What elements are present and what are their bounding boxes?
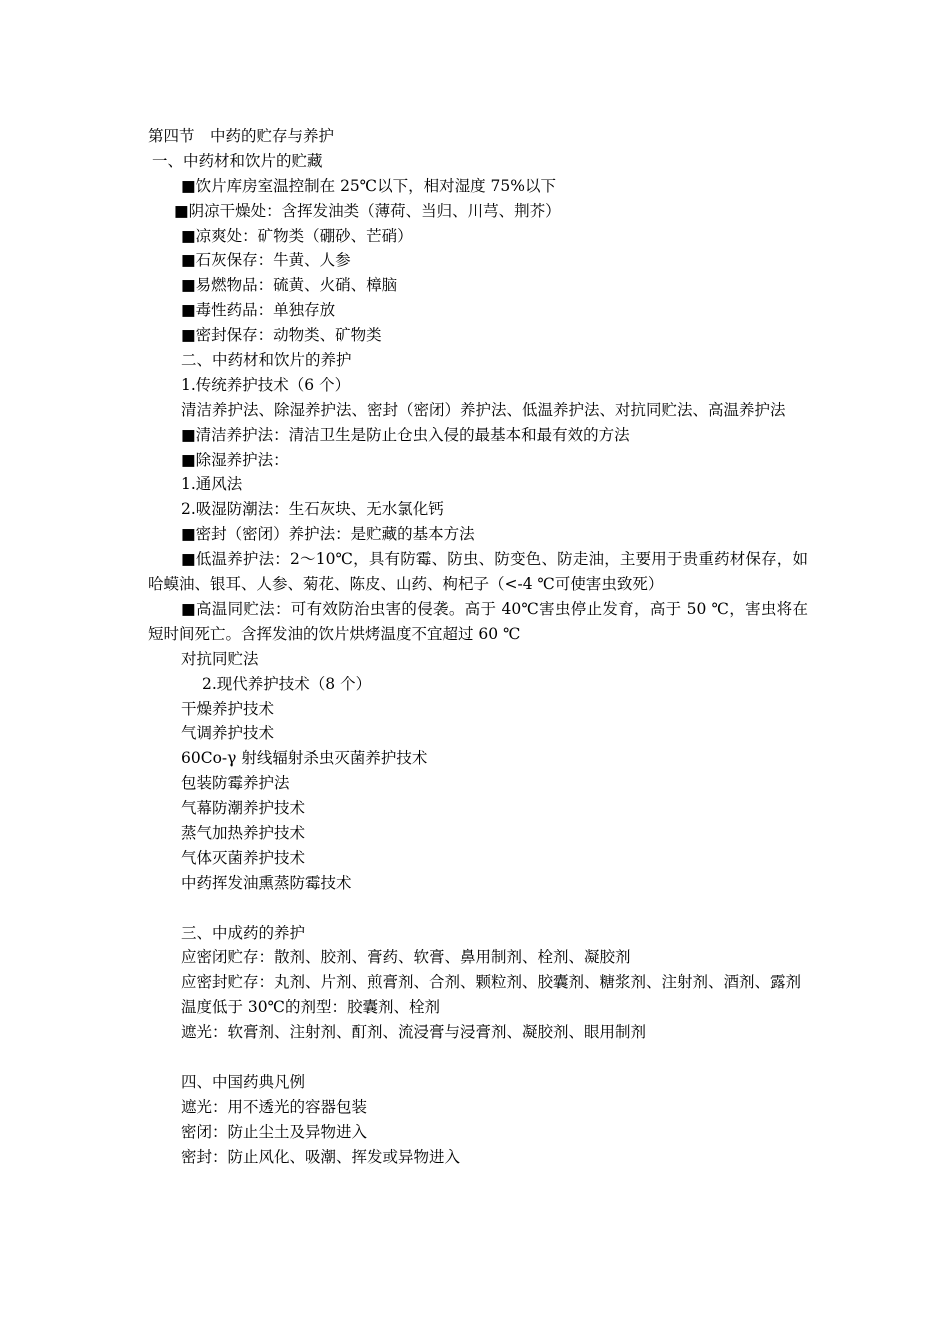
dehumid-step: 1.通风法 [181,475,243,494]
modern-technique: 包装防霉养护法 [181,774,290,793]
storage-item: ■易燃物品：硫黄、火硝、樟脑 [181,276,398,295]
storage-item: ■阴凉干燥处：含挥发油类（薄荷、当归、川芎、荆芥） [174,201,561,220]
storage-item: ■毒性药品：单独存放 [181,301,336,320]
method-hightemp: ■高温同贮法：可有效防治虫害的侵袭。高于 40℃害虫停止发育，高于 50 ℃，害虫将在短时间死亡。含挥发油的饮片烘烤温度不宜超过 60 ℃ [148,599,808,643]
traditional-methods-list: 清洁养护法、除湿养护法、密封（密闭）养护法、低温养护法、对抗同贮法、高温养护法 [181,400,786,419]
method-dehumid: ■除湿养护法： [181,450,289,469]
below-30-dosage: 温度低于 30℃的剂型：胶囊剂、栓剂 [181,998,440,1017]
modern-technique: 蒸气加热养护技术 [181,824,306,843]
storage-item: ■石灰保存：牛黄、人参 [181,251,351,270]
blank-line [148,896,808,921]
modern-technique: 气体灭菌养护技术 [181,848,306,867]
heading-storage: 一、中药材和饮片的贮藏 [152,151,323,170]
definition-item: 密封：防止风化、吸潮、挥发或异物进入 [181,1147,461,1166]
storage-item: ■饮片库房室温控制在 25℃以下，相对湿度 75%以下 [181,176,557,195]
modern-technique: 中药挥发油熏蒸防霉技术 [181,873,352,892]
airtight-storage: 应密闭贮存：散剂、胶剂、膏药、软膏、鼻用制剂、栓剂、凝胶剂 [181,948,631,967]
method-clean: ■清洁养护法：清洁卫生是防止仓虫入侵的最基本和最有效的方法 [181,425,630,444]
subheading-traditional: 1.传统养护技术（6 个） [181,375,351,394]
method-seal: ■密封（密闭）养护法：是贮藏的基本方法 [181,525,475,544]
definition-item: 密闭：防止尘土及异物进入 [181,1122,368,1141]
section-title: 第四节 中药的贮存与养护 [148,127,335,145]
document-body [148,124,808,1170]
heading-maintenance: 二、中药材和饮片的养护 [181,351,352,370]
method-lowtemp: ■低温养护法：2～10℃，具有防霉、防虫、防变色、防走油，主要用于贵重药材保存，如哈蟆油、银耳、人参、菊花、陈皮、山药、枸杞子（<-4 ℃可使害虫致死） [148,550,808,594]
storage-item: ■凉爽处：矿物类（硼砂、芒硝） [181,226,413,245]
dehumid-step: 2.吸湿防潮法：生石灰块、无水氯化钙 [181,500,444,519]
subheading-modern: 2.现代养护技术（8 个） [202,674,372,693]
blank-line [148,1045,808,1070]
heading-pharmacopoeia: 四、中国药典凡例 [181,1072,306,1091]
modern-technique: 干燥养护技术 [181,699,275,718]
definition-item: 遮光：用不透光的容器包装 [181,1097,368,1116]
modern-technique: 气幕防潮养护技术 [181,799,306,818]
sealed-storage: 应密封贮存：丸剂、片剂、煎膏剂、合剂、颗粒剂、胶囊剂、糖浆剂、注射剂、酒剂、露剂 [181,973,802,992]
modern-technique: 气调养护技术 [181,724,275,743]
method-counter: 对抗同贮法 [181,649,259,668]
shade-dosage: 遮光：软膏剂、注射剂、酊剂、流浸膏与浸膏剂、凝胶剂、眼用制剂 [181,1023,647,1042]
heading-patent-medicine: 三、中成药的养护 [181,923,306,942]
modern-technique: 60Co-γ 射线辐射杀虫灭菌养护技术 [181,749,428,768]
storage-item: ■密封保存：动物类、矿物类 [181,326,382,345]
